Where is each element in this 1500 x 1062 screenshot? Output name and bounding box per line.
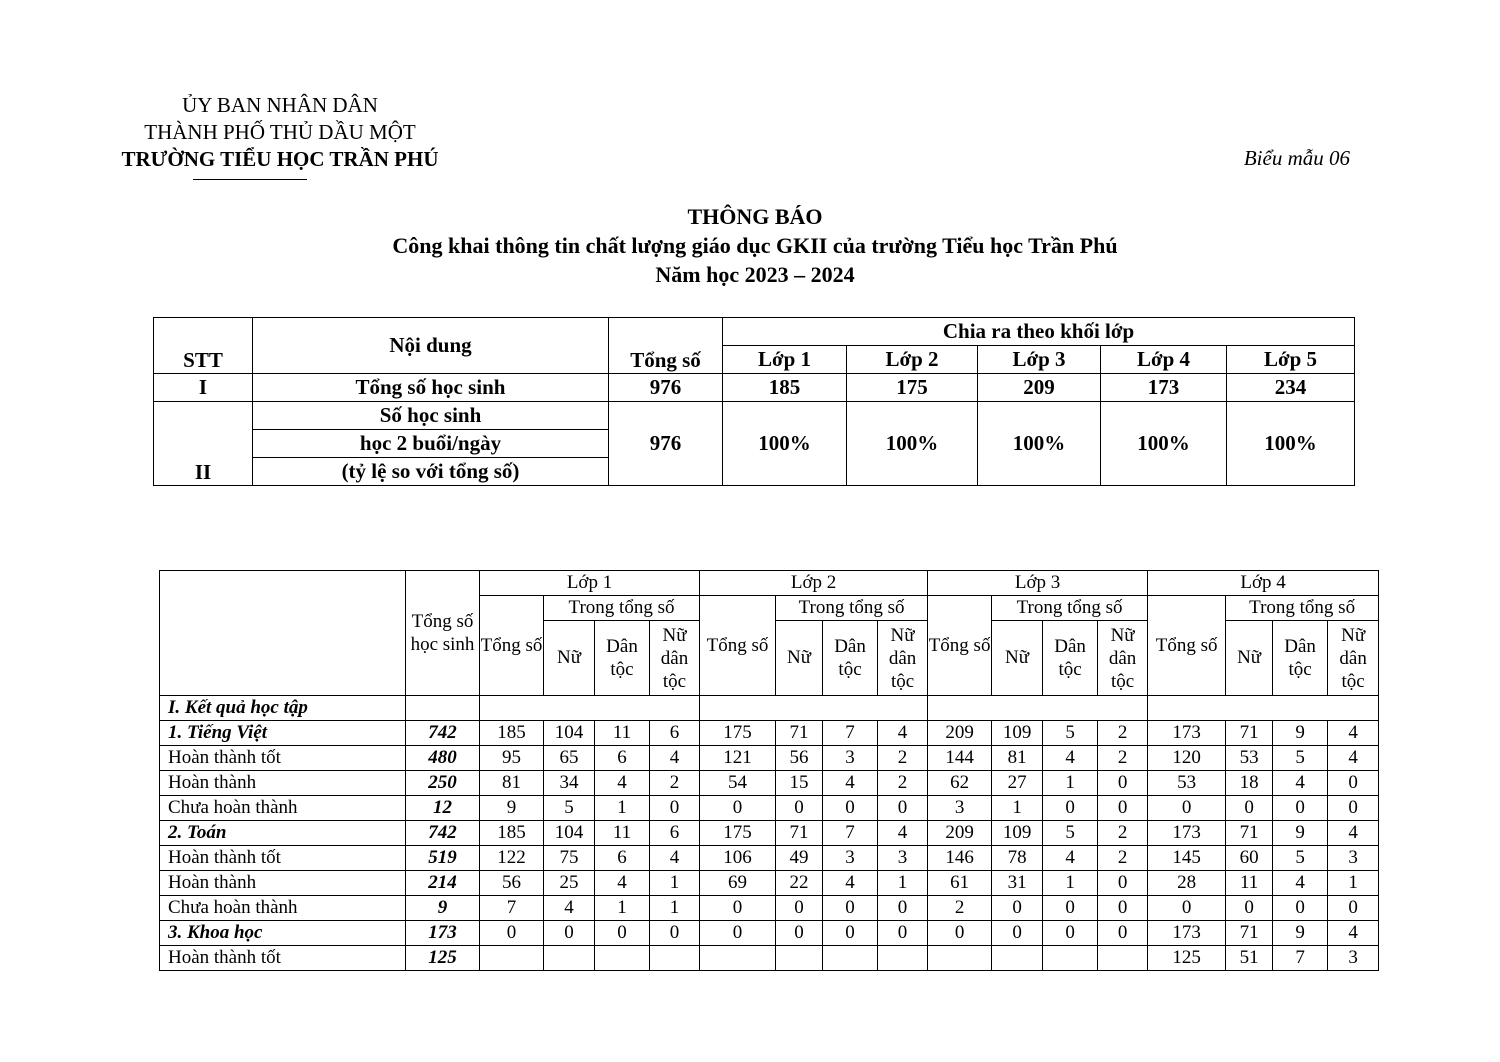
table-cell: 4 (1273, 871, 1328, 896)
header-total: Tổng số (609, 318, 723, 374)
section-label: I. Kết quả học tập (160, 696, 406, 721)
table-cell (992, 946, 1043, 971)
table-cell: 0 (1098, 896, 1148, 921)
table-cell: 4 (1328, 721, 1379, 746)
table-cell: 9 (1273, 821, 1328, 846)
table-row (160, 896, 1379, 921)
table-cell: 1 (595, 896, 650, 921)
table-cell: 6 (595, 846, 650, 871)
table-cell: 6 (595, 746, 650, 771)
table-cell: 65 (544, 746, 595, 771)
table-cell: 71 (776, 821, 823, 846)
table-cell: 0 (1273, 796, 1328, 821)
header-grade: Lớp 1 (480, 571, 700, 596)
table-cell: 0 (878, 796, 928, 821)
row-label: Hoàn thành tốt (160, 846, 406, 871)
row-value: 175 (847, 374, 978, 402)
table-cell: 7 (480, 896, 544, 921)
table-cell: 109 (992, 721, 1043, 746)
table-cell: 22 (776, 871, 823, 896)
table-cell: 3 (928, 796, 992, 821)
table-cell (878, 946, 928, 971)
table-cell: 2 (878, 771, 928, 796)
header-female: Nữ (992, 621, 1043, 696)
header-sub-total: Tổng số (480, 596, 544, 696)
table-cell: 2 (1098, 746, 1148, 771)
table-cell: 104 (544, 721, 595, 746)
table-cell: 4 (1043, 846, 1098, 871)
table-cell: 2 (1098, 846, 1148, 871)
table-cell: 120 (1148, 746, 1226, 771)
table-cell: 0 (1328, 896, 1379, 921)
school-name: TRƯỜNG TIỂU HỌC TRẦN PHÚ (121, 147, 439, 171)
row-total: 976 (609, 402, 723, 486)
table-cell: 4 (878, 721, 928, 746)
table-cell (544, 946, 595, 971)
table-cell: 0 (776, 896, 823, 921)
table-cell: 4 (1328, 921, 1379, 946)
table-cell: 4 (823, 771, 878, 796)
table-cell: 0 (1273, 896, 1328, 921)
table-cell (480, 696, 700, 721)
table-row (160, 721, 1379, 746)
header-blank (160, 571, 406, 696)
table-cell: 0 (480, 921, 544, 946)
table-cell: 9 (1273, 721, 1328, 746)
header-stt: STT (154, 318, 253, 374)
table-cell (595, 946, 650, 971)
table-cell: 146 (928, 846, 992, 871)
table-cell: 7 (823, 721, 878, 746)
table-cell: 62 (928, 771, 992, 796)
table-cell: 175 (700, 821, 776, 846)
header-grade: Lớp 1 (723, 346, 847, 374)
table-cell: 3 (878, 846, 928, 871)
table-row (154, 402, 1355, 430)
table-cell: 75 (544, 846, 595, 871)
header-female-ethnic: Nữ dân tộc (1098, 621, 1148, 696)
header-grade: Lớp 2 (700, 571, 928, 596)
table-cell: 0 (1043, 896, 1098, 921)
title-main: THÔNG BÁO (687, 204, 823, 229)
table-cell: 3 (1328, 946, 1379, 971)
header-ethnic: Dân tộc (595, 621, 650, 696)
table-cell (650, 946, 700, 971)
table-cell: 1 (1043, 771, 1098, 796)
row-value: 100% (978, 402, 1101, 486)
header-grade: Lớp 4 (1148, 571, 1379, 596)
row-total-students: 742 (406, 721, 480, 746)
table-cell: 1 (595, 796, 650, 821)
table-cell: 0 (992, 921, 1043, 946)
row-label: Chưa hoàn thành (160, 896, 406, 921)
agency-header (90, 92, 470, 173)
title-school-year: Năm học 2023 – 2024 (655, 262, 855, 287)
header-ethnic: Dân tộc (1273, 621, 1328, 696)
table-cell (928, 696, 1148, 721)
row-label: Hoàn thành (160, 771, 406, 796)
table-cell: 0 (823, 921, 878, 946)
row-label: Hoàn thành tốt (160, 746, 406, 771)
table-cell: 2 (1098, 721, 1148, 746)
table-cell: 28 (1148, 871, 1226, 896)
header-female-ethnic: Nữ dân tộc (878, 621, 928, 696)
table-cell: 61 (928, 871, 992, 896)
table-cell: 4 (823, 871, 878, 896)
row-value: 100% (847, 402, 978, 486)
table-cell: 0 (1098, 796, 1148, 821)
table-cell: 2 (878, 746, 928, 771)
header-female: Nữ (1226, 621, 1273, 696)
section-row (160, 696, 1379, 721)
table-cell: 0 (650, 796, 700, 821)
row-value: 209 (978, 374, 1101, 402)
row-stt: I (154, 374, 253, 402)
table-row (160, 921, 1379, 946)
table-cell (1098, 946, 1148, 971)
table-cell: 175 (700, 721, 776, 746)
table-cell: 18 (1226, 771, 1273, 796)
table-cell: 4 (544, 896, 595, 921)
row-total: 976 (609, 374, 723, 402)
table-row (160, 746, 1379, 771)
table-row (160, 771, 1379, 796)
header-grade: Lớp 4 (1101, 346, 1227, 374)
table-cell: 185 (480, 821, 544, 846)
table-cell: 9 (480, 796, 544, 821)
row-value: 100% (1227, 402, 1355, 486)
table-cell: 0 (1043, 796, 1098, 821)
row-total-students: 9 (406, 896, 480, 921)
table-cell: 0 (1226, 796, 1273, 821)
table-cell (776, 946, 823, 971)
table-cell: 5 (1043, 721, 1098, 746)
table-cell: 7 (1273, 946, 1328, 971)
header-in-total: Trong tổng số (776, 596, 928, 621)
row-value: 100% (723, 402, 847, 486)
table-cell: 0 (878, 921, 928, 946)
table-cell: 3 (1328, 846, 1379, 871)
table-cell: 9 (1273, 921, 1328, 946)
table-cell (1148, 696, 1379, 721)
header-grade-group: Chia ra theo khối lớp (723, 318, 1355, 346)
table-cell (406, 696, 480, 721)
results-table (159, 570, 1379, 971)
row-label: 3. Khoa học (160, 921, 406, 946)
table-cell: 4 (595, 871, 650, 896)
table-cell: 106 (700, 846, 776, 871)
table-cell: 209 (928, 721, 992, 746)
table-cell (700, 946, 776, 971)
table-cell: 11 (595, 821, 650, 846)
table-cell: 78 (992, 846, 1043, 871)
header-sub-total: Tổng số (1148, 596, 1226, 696)
table-cell: 0 (1328, 771, 1379, 796)
table-cell: 0 (595, 921, 650, 946)
row-total-students: 250 (406, 771, 480, 796)
table-cell: 1 (992, 796, 1043, 821)
table-cell: 31 (992, 871, 1043, 896)
table-cell: 145 (1148, 846, 1226, 871)
header-sub-total: Tổng số (700, 596, 776, 696)
table-cell: 121 (700, 746, 776, 771)
table-cell: 173 (1148, 721, 1226, 746)
table-cell (928, 946, 992, 971)
agency-line-1: ỦY BAN NHÂN DÂN (182, 93, 378, 117)
table-cell: 0 (1098, 871, 1148, 896)
table-cell (480, 946, 544, 971)
header-in-total: Trong tổng số (544, 596, 700, 621)
table-cell: 4 (595, 771, 650, 796)
header-female-ethnic: Nữ dân tộc (650, 621, 700, 696)
row-label: Hoàn thành (160, 871, 406, 896)
table-cell: 4 (1328, 746, 1379, 771)
table-cell: 0 (823, 896, 878, 921)
table-cell: 69 (700, 871, 776, 896)
table-cell: 56 (776, 746, 823, 771)
table-cell: 71 (1226, 921, 1273, 946)
header-ethnic: Dân tộc (823, 621, 878, 696)
table-cell: 4 (1273, 771, 1328, 796)
table-cell: 104 (544, 821, 595, 846)
table-cell: 81 (992, 746, 1043, 771)
table-cell: 122 (480, 846, 544, 871)
row-total-students: 742 (406, 821, 480, 846)
table-cell: 0 (1226, 896, 1273, 921)
row-value: 173 (1101, 374, 1227, 402)
table-cell (1043, 946, 1098, 971)
table-cell: 3 (823, 846, 878, 871)
table-cell: 4 (650, 846, 700, 871)
table-cell: 2 (650, 771, 700, 796)
title-subtitle: Công khai thông tin chất lượng giáo dục GKII của trường Tiểu học Trần Phú (392, 233, 1118, 258)
table-cell: 71 (1226, 721, 1273, 746)
table-cell: 5 (1043, 821, 1098, 846)
table-row (154, 374, 1355, 402)
table-cell: 0 (878, 896, 928, 921)
table-cell: 54 (700, 771, 776, 796)
table-cell: 109 (992, 821, 1043, 846)
table-cell: 0 (928, 921, 992, 946)
form-number: Biểu mẫu 06 (1243, 146, 1350, 170)
table-cell: 1 (1043, 871, 1098, 896)
table-cell: 0 (776, 796, 823, 821)
table-cell: 144 (928, 746, 992, 771)
document-title (200, 202, 1310, 289)
table-cell: 51 (1226, 946, 1273, 971)
summary-table (153, 317, 1355, 486)
table-cell: 0 (1148, 896, 1226, 921)
table-cell: 34 (544, 771, 595, 796)
table-cell: 0 (1098, 771, 1148, 796)
table-cell: 95 (480, 746, 544, 771)
table-cell: 173 (1148, 821, 1226, 846)
table-cell: 4 (1328, 821, 1379, 846)
header-sub-total: Tổng số (928, 596, 992, 696)
table-cell: 4 (650, 746, 700, 771)
table-cell (823, 946, 878, 971)
header-grade: Lớp 5 (1227, 346, 1355, 374)
table-row (160, 796, 1379, 821)
row-label: Tổng số học sinh (253, 374, 609, 402)
table-row (160, 871, 1379, 896)
table-cell: 0 (544, 921, 595, 946)
row-value: 234 (1227, 374, 1355, 402)
agency-line-2: THÀNH PHỐ THỦ DẦU MỘT (144, 120, 416, 144)
table-cell: 0 (700, 921, 776, 946)
table-cell: 5 (1273, 746, 1328, 771)
table-cell: 0 (1043, 921, 1098, 946)
table-cell: 2 (928, 896, 992, 921)
table-row (160, 821, 1379, 846)
table-cell: 0 (1328, 796, 1379, 821)
header-in-total: Trong tổng số (1226, 596, 1379, 621)
row-total-students: 519 (406, 846, 480, 871)
table-cell: 11 (595, 721, 650, 746)
row-total-students: 480 (406, 746, 480, 771)
table-cell: 125 (1148, 946, 1226, 971)
table-cell: 2 (1098, 821, 1148, 846)
table-cell: 0 (1098, 921, 1148, 946)
header-female: Nữ (776, 621, 823, 696)
row-total-students: 214 (406, 871, 480, 896)
header-female-ethnic: Nữ dân tộc (1328, 621, 1379, 696)
table-cell (700, 696, 928, 721)
table-cell: 60 (1226, 846, 1273, 871)
header-grade: Lớp 3 (928, 571, 1148, 596)
table-cell: 4 (878, 821, 928, 846)
table-row (160, 946, 1379, 971)
table-cell: 0 (650, 921, 700, 946)
row-label: 1. Tiếng Việt (160, 721, 406, 746)
table-cell: 56 (480, 871, 544, 896)
row-label: Chưa hoàn thành (160, 796, 406, 821)
table-cell: 11 (1226, 871, 1273, 896)
table-cell: 53 (1148, 771, 1226, 796)
row-label-line-3: (tỷ lệ so với tổng số) (253, 458, 609, 486)
table-cell: 5 (544, 796, 595, 821)
table-row (160, 846, 1379, 871)
table-cell: 1 (650, 896, 700, 921)
row-value: 100% (1101, 402, 1227, 486)
header-ethnic: Dân tộc (1043, 621, 1098, 696)
header-total-students: Tổng số học sinh (406, 571, 480, 696)
table-cell: 71 (776, 721, 823, 746)
table-cell: 53 (1226, 746, 1273, 771)
row-total-students: 125 (406, 946, 480, 971)
row-label-line-2: học 2 buổi/ngày (253, 430, 609, 458)
table-cell: 25 (544, 871, 595, 896)
table-cell: 209 (928, 821, 992, 846)
table-cell: 0 (1148, 796, 1226, 821)
table-cell: 185 (480, 721, 544, 746)
table-cell: 81 (480, 771, 544, 796)
row-total-students: 173 (406, 921, 480, 946)
header-content: Nội dung (253, 318, 609, 374)
table-cell: 7 (823, 821, 878, 846)
header-in-total: Trong tổng số (992, 596, 1148, 621)
table-cell: 27 (992, 771, 1043, 796)
table-cell: 0 (700, 896, 776, 921)
table-cell: 0 (992, 896, 1043, 921)
table-cell: 0 (776, 921, 823, 946)
row-label: Hoàn thành tốt (160, 946, 406, 971)
header-grade: Lớp 3 (978, 346, 1101, 374)
row-total-students: 12 (406, 796, 480, 821)
table-cell: 3 (823, 746, 878, 771)
table-cell: 173 (1148, 921, 1226, 946)
table-cell: 0 (700, 796, 776, 821)
row-label-line-1: Số học sinh (253, 402, 609, 430)
table-cell: 15 (776, 771, 823, 796)
table-cell: 4 (1043, 746, 1098, 771)
header-underline (193, 179, 307, 180)
row-value: 185 (723, 374, 847, 402)
table-cell: 49 (776, 846, 823, 871)
table-cell: 1 (650, 871, 700, 896)
table-cell: 6 (650, 721, 700, 746)
row-stt: II (154, 402, 253, 486)
header-female: Nữ (544, 621, 595, 696)
table-cell: 5 (1273, 846, 1328, 871)
header-grade: Lớp 2 (847, 346, 978, 374)
row-label: 2. Toán (160, 821, 406, 846)
table-cell: 71 (1226, 821, 1273, 846)
table-cell: 0 (823, 796, 878, 821)
table-cell: 1 (878, 871, 928, 896)
table-cell: 6 (650, 821, 700, 846)
table-cell: 1 (1328, 871, 1379, 896)
